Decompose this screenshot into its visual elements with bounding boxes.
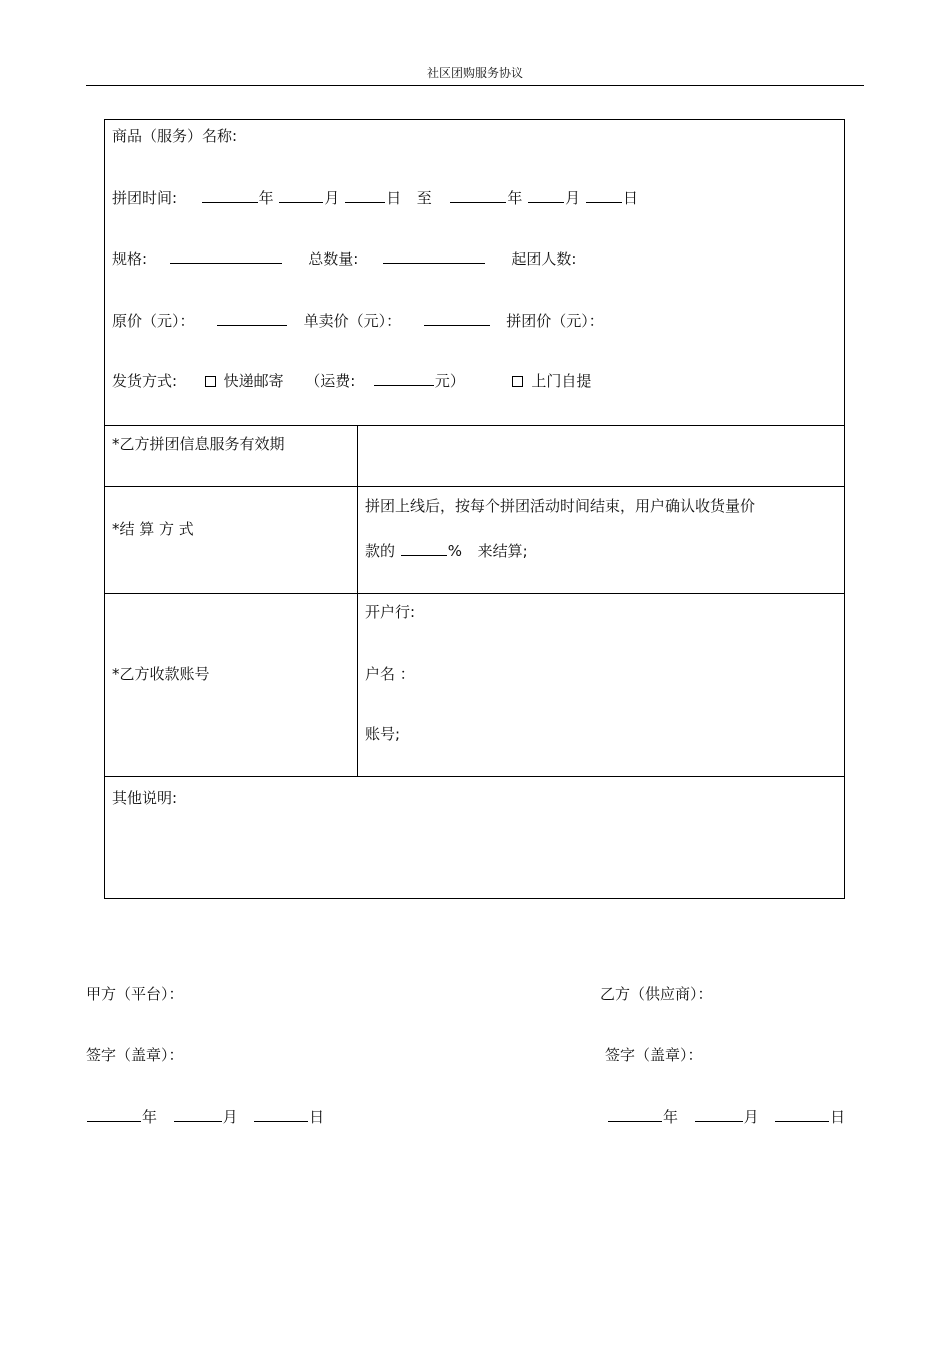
bank-label: 开户行: bbox=[365, 603, 416, 621]
pickup-option-label: 上门自提 bbox=[531, 372, 592, 390]
spec-label: 规格: bbox=[112, 250, 148, 268]
shipping-label: 发货方式: bbox=[112, 372, 178, 390]
party-b-date-row bbox=[607, 1106, 845, 1127]
express-checkbox[interactable] bbox=[205, 376, 216, 387]
party-b-day-field[interactable] bbox=[775, 1107, 829, 1122]
table-divider bbox=[104, 776, 845, 777]
other-notes-label: 其他说明: bbox=[112, 789, 178, 807]
settlement-prefix: 款的 bbox=[365, 542, 396, 560]
settlement-label: *结 算 方 式 bbox=[112, 520, 194, 538]
percent-sign: % bbox=[447, 542, 463, 560]
validity-label: *乙方拼团信息服务有效期 bbox=[112, 435, 285, 453]
unit-price-field[interactable] bbox=[424, 311, 490, 326]
end-month-label: 月 bbox=[565, 189, 581, 207]
party-b-month-field[interactable] bbox=[695, 1107, 743, 1122]
end-day-field[interactable] bbox=[586, 188, 622, 203]
settlement-percent-field[interactable] bbox=[401, 541, 447, 556]
original-price-label: 原价（元）： bbox=[112, 312, 195, 330]
freight-field[interactable] bbox=[374, 371, 434, 386]
group-time-label: 拼团时间: bbox=[112, 189, 178, 207]
table-divider bbox=[104, 593, 845, 594]
year-label: 年 bbox=[142, 1108, 158, 1126]
account-name-label: 户名 ： bbox=[365, 665, 415, 683]
settlement-suffix: 来结算; bbox=[477, 542, 528, 560]
account-label: *乙方收款账号 bbox=[112, 665, 210, 683]
freight-unit-label: 元） bbox=[434, 372, 465, 390]
table-column-divider bbox=[357, 425, 358, 776]
year-label: 年 bbox=[663, 1108, 679, 1126]
total-qty-field[interactable] bbox=[383, 249, 485, 264]
end-year-field[interactable] bbox=[450, 188, 506, 203]
start-month-field[interactable] bbox=[279, 188, 323, 203]
document-header-title: 社区团购服务协议 bbox=[426, 66, 523, 80]
party-a-year-field[interactable] bbox=[87, 1107, 141, 1122]
party-a-month-field[interactable] bbox=[174, 1107, 222, 1122]
start-month-label: 月 bbox=[324, 189, 340, 207]
total-qty-label: 总数量: bbox=[308, 250, 359, 268]
party-a-date-row bbox=[86, 1106, 324, 1127]
settlement-text-line-1: 拼团上线后，按每个拼团活动时间结束，用户确认收货量价 bbox=[365, 497, 756, 515]
freight-label: （运费: bbox=[305, 372, 356, 390]
start-year-label: 年 bbox=[258, 189, 274, 207]
table-divider bbox=[104, 486, 845, 487]
end-month-field[interactable] bbox=[528, 188, 564, 203]
party-a-day-field[interactable] bbox=[254, 1107, 308, 1122]
end-year-label: 年 bbox=[507, 189, 523, 207]
header-rule bbox=[86, 85, 864, 86]
group-time-row bbox=[112, 187, 638, 208]
pickup-checkbox[interactable] bbox=[512, 376, 523, 387]
party-b-year-field[interactable] bbox=[608, 1107, 662, 1122]
min-people-label: 起团人数: bbox=[511, 250, 577, 268]
shipping-row bbox=[112, 370, 591, 391]
party-b-sign-label: 签字（盖章）： bbox=[605, 1046, 703, 1064]
spec-row bbox=[112, 248, 576, 269]
day-label: 日 bbox=[309, 1108, 325, 1126]
table-divider bbox=[104, 425, 845, 426]
party-b-label: 乙方（供应商）： bbox=[600, 985, 713, 1003]
day-label: 日 bbox=[830, 1108, 846, 1126]
group-price-label: 拼团价（元）： bbox=[506, 312, 604, 330]
product-name-label: 商品（服务）名称: bbox=[112, 127, 238, 145]
original-price-field[interactable] bbox=[217, 311, 287, 326]
month-label: 月 bbox=[222, 1108, 238, 1126]
party-a-label: 甲方（平台）： bbox=[86, 985, 184, 1003]
settlement-text-line-2 bbox=[365, 540, 528, 561]
spec-field[interactable] bbox=[170, 249, 282, 264]
start-day-label: 日 bbox=[386, 189, 402, 207]
express-option-label: 快递邮寄 bbox=[223, 372, 284, 390]
to-label: 至 bbox=[416, 189, 432, 207]
start-year-field[interactable] bbox=[202, 188, 258, 203]
price-row bbox=[112, 310, 604, 331]
unit-price-label: 单卖价（元）： bbox=[303, 312, 402, 330]
account-number-label: 账号; bbox=[365, 725, 401, 743]
end-day-label: 日 bbox=[622, 189, 638, 207]
month-label: 月 bbox=[743, 1108, 759, 1126]
start-day-field[interactable] bbox=[345, 188, 385, 203]
party-a-sign-label: 签字（盖章）： bbox=[86, 1046, 184, 1064]
